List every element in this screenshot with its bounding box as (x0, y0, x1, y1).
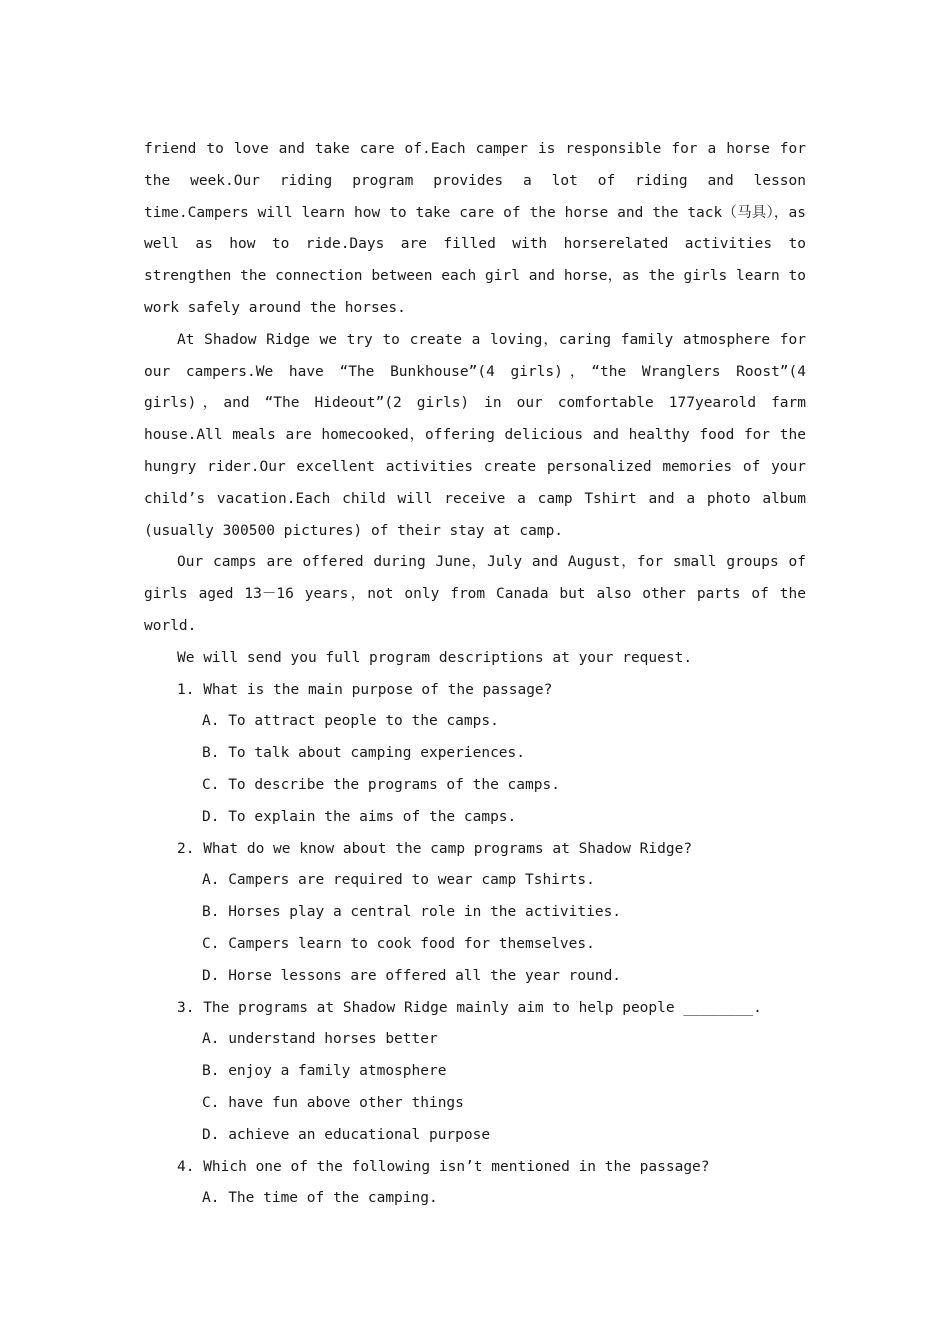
question-3 (144, 993, 806, 1152)
option-a: A. understand horses better (202, 1031, 438, 1048)
question-2 (144, 834, 806, 993)
document-page (144, 134, 806, 1215)
option-b: B. Horses play a central role in the activities. (202, 904, 622, 921)
question-stem: 3. The programs at Shadow Ridge mainly aim to help people ________. (177, 999, 762, 1016)
option-c: C. Campers learn to cook food for themselves. (202, 935, 595, 952)
option-c: C. have fun above other things (202, 1094, 464, 1111)
option-d: D. To explain the aims of the camps. (202, 808, 517, 825)
question-stem: 2. What do we know about the camp programs at Shadow Ridge? (177, 840, 693, 857)
passage-paragraph-1: friend to love and take care of.Each camper is responsible for a horse for the week.Our riding program provides a lot of riding and lesson time.Campers will learn how to take care of the horse and the tack（马具），as well as how to ride.Days are filled with horserelated activities to strengthen the connection between each girl and horse，as the girls learn to work safely around the horses. (144, 141, 806, 316)
passage-paragraph-3: Our camps are offered during June，July and August，for small groups of girls aged 13－16 years，not only from Canada but also other parts of the world. (144, 554, 806, 634)
passage-paragraph-2: At Shadow Ridge we try to create a loving，caring family atmosphere for our campers.We have “The Bunkhouse”(4 girls)，“the Wranglers Roost”(4 girls)，and “The Hideout”(2 girls) in our comfortable 177yearold farm house.All meals are homecooked，offering delicious and healthy food for the hungry rider.Our excellent activities create personalized memories of your child’s vacation.Each child will receive a camp Tshirt and a photo album (usually 300500 pictures) of their stay at camp. (144, 331, 806, 539)
option-c: C. To describe the programs of the camps. (202, 776, 560, 793)
option-b: B. To talk about camping experiences. (202, 745, 526, 762)
option-a: A. To attract people to the camps. (202, 713, 499, 730)
question-4 (144, 1152, 806, 1216)
option-a: A. The time of the camping. (202, 1190, 438, 1207)
question-stem: 1. What is the main purpose of the passage? (177, 681, 553, 698)
passage-paragraph-4: We will send you full program descriptions at your request. (177, 649, 693, 666)
option-d: D. achieve an educational purpose (202, 1126, 491, 1143)
option-d: D. Horse lessons are offered all the year round. (202, 967, 622, 984)
option-b: B. enjoy a family atmosphere (202, 1063, 447, 1080)
option-a: A. Campers are required to wear camp Tshirts. (202, 872, 595, 889)
question-1 (144, 675, 806, 834)
question-stem: 4. Which one of the following isn’t mentioned in the passage? (177, 1158, 710, 1175)
